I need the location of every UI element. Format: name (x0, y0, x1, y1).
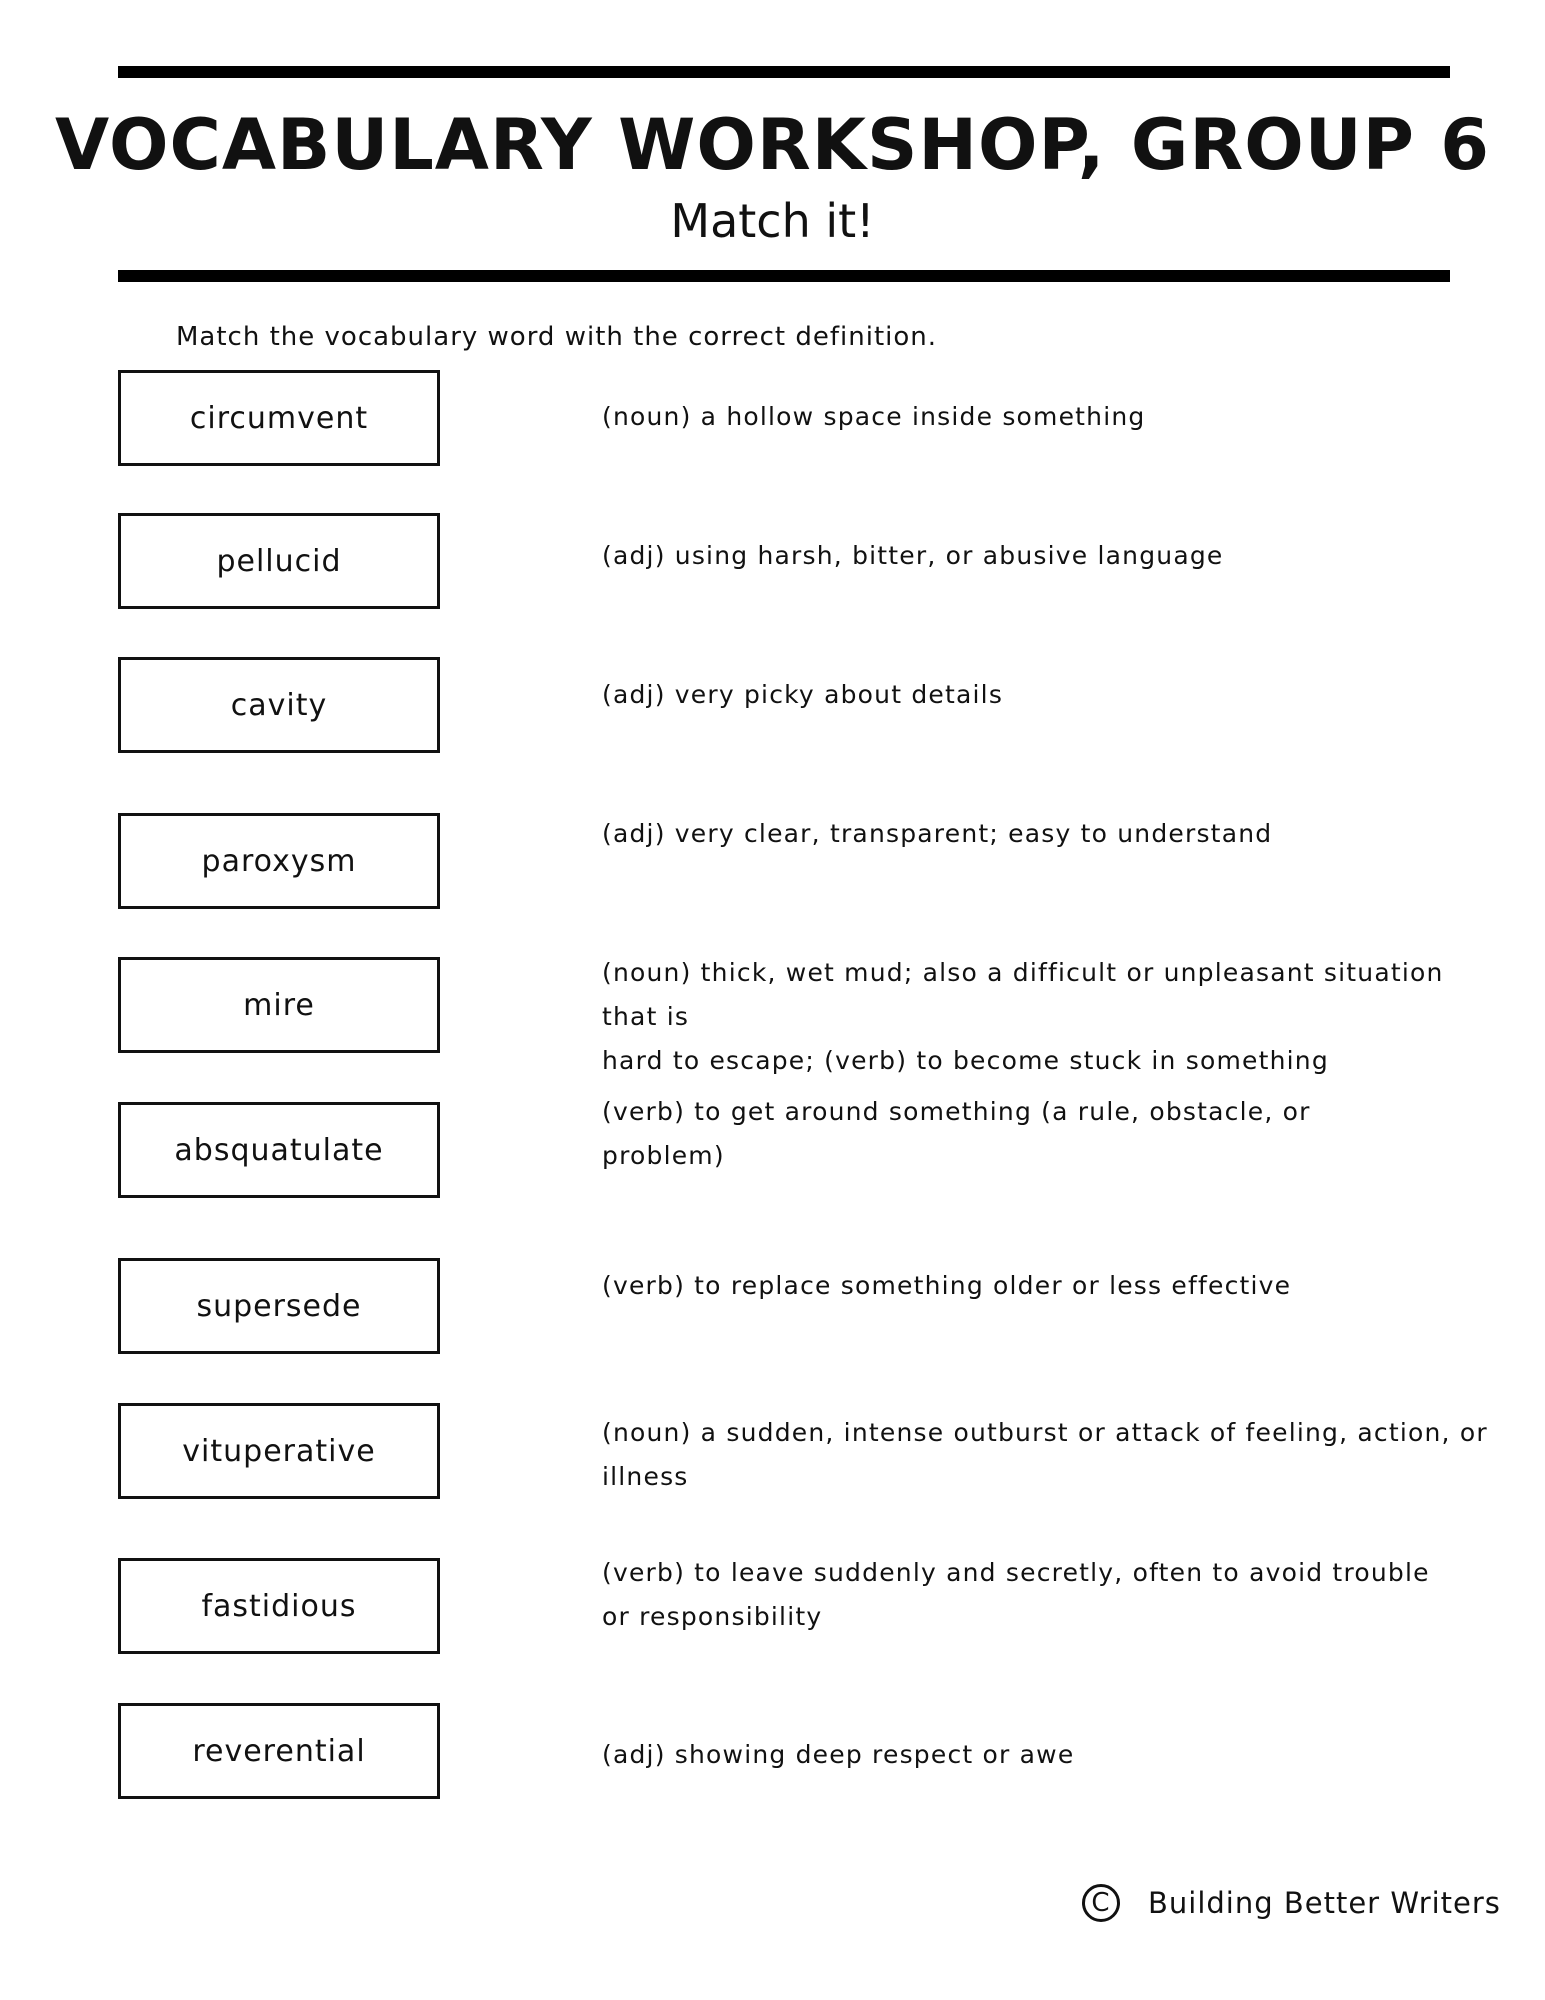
definition-line: (adj) very clear, transparent; easy to understand (602, 819, 1273, 848)
footer-credit (1082, 1884, 1501, 1922)
page-title: VOCABULARY WORKSHOP, GROUP 6 (55, 104, 1490, 186)
definition (602, 1090, 1502, 1178)
footer-text: Building Better Writers (1148, 1886, 1501, 1920)
copyright-icon: C (1082, 1884, 1120, 1922)
instructions: Match the vocabulary word with the correct definition. (176, 322, 938, 352)
definition (602, 534, 1502, 578)
word-box: fastidious (118, 1558, 440, 1654)
word-box: pellucid (118, 513, 440, 609)
definition-line: problem) (602, 1141, 725, 1170)
bottom-rule (118, 270, 1450, 282)
word-box: reverential (118, 1703, 440, 1799)
definition (602, 1733, 1502, 1777)
definition (602, 1551, 1502, 1639)
definition-line: (noun) a sudden, intense outburst or attack of feeling, action, or (602, 1418, 1488, 1447)
definition-line: (adj) very picky about details (602, 680, 1004, 709)
definition (602, 673, 1502, 717)
definition (602, 1411, 1502, 1499)
definition (602, 951, 1502, 1083)
definition-line: (verb) to get around something (a rule, obstacle, or (602, 1097, 1311, 1126)
definition (602, 395, 1502, 439)
definition-line: (verb) to replace something older or less effective (602, 1271, 1292, 1300)
definition-line: (noun) thick, wet mud; also a difficult or unpleasant situation that is (602, 958, 1444, 1031)
word-box: supersede (118, 1258, 440, 1354)
page-subtitle: Match it! (670, 194, 875, 248)
definition-line: hard to escape; (verb) to become stuck in something (602, 1046, 1329, 1075)
word-box: vituperative (118, 1403, 440, 1499)
definition-line: illness (602, 1462, 689, 1491)
definition-line: (noun) a hollow space inside something (602, 402, 1146, 431)
definition-line: or responsibility (602, 1602, 823, 1631)
word-box: cavity (118, 657, 440, 753)
definition (602, 812, 1502, 856)
top-rule (118, 66, 1450, 78)
definition-line: (adj) using harsh, bitter, or abusive language (602, 541, 1224, 570)
word-box: paroxysm (118, 813, 440, 909)
definition-line: (adj) showing deep respect or awe (602, 1740, 1075, 1769)
definition (602, 1264, 1502, 1308)
definition-line: (verb) to leave suddenly and secretly, often to avoid trouble (602, 1558, 1430, 1587)
word-box: absquatulate (118, 1102, 440, 1198)
word-box: circumvent (118, 370, 440, 466)
word-box: mire (118, 957, 440, 1053)
